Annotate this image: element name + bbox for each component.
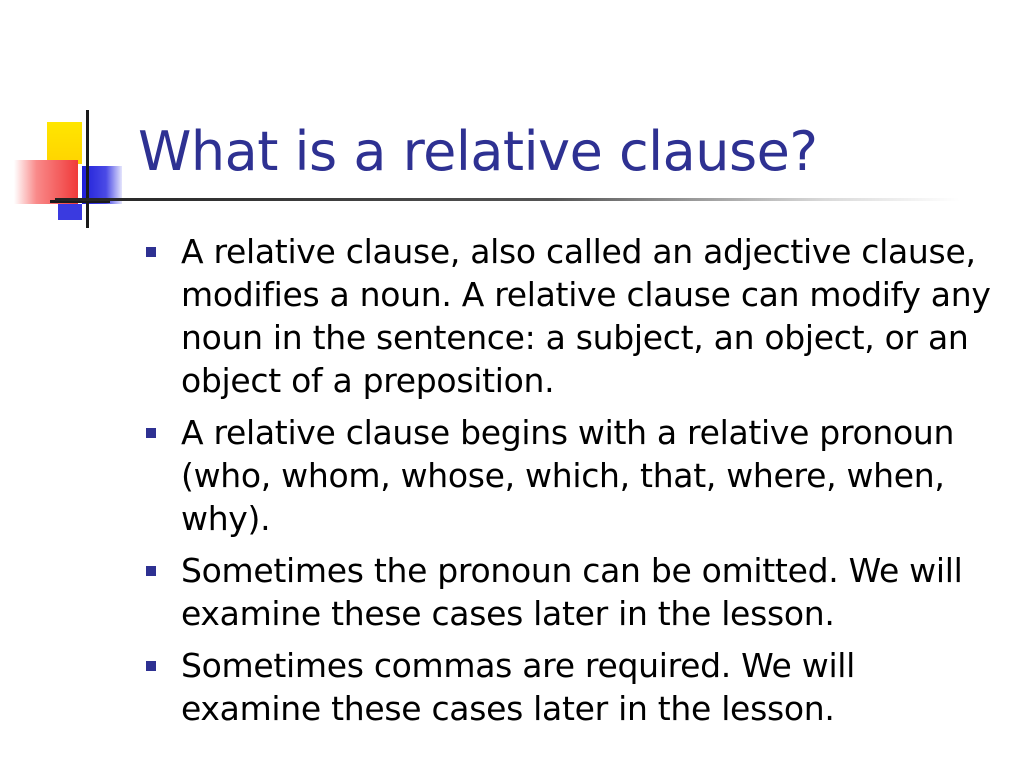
bullet-list	[146, 230, 996, 739]
bullet-text: Sometimes commas are required. We will examine these cases later in the lesson.	[181, 646, 856, 728]
vertical-line-decoration	[86, 110, 89, 228]
bullet-item	[146, 549, 996, 635]
bullet-text: Sometimes the pronoun can be omitted. We will examine these cases later in the lesson.	[181, 551, 963, 633]
square-bullet-icon	[146, 661, 156, 671]
bullet-item	[146, 230, 996, 402]
blue-square-small-decoration	[58, 204, 82, 220]
decorative-emblem	[0, 100, 150, 240]
bullet-text: A relative clause begins with a relative pronoun (who, whom, whose, which, that, where, when, why).	[181, 413, 955, 538]
square-bullet-icon	[146, 428, 156, 438]
square-bullet-icon	[146, 566, 156, 576]
square-bullet-icon	[146, 247, 156, 257]
bullet-item	[146, 644, 996, 730]
bullet-item	[146, 411, 996, 540]
bullet-text: A relative clause, also called an adjective clause, modifies a noun. A relative clause can modify any noun in the sentence: a subject, an object, or an object of a preposition.	[181, 232, 991, 400]
yellow-square-decoration	[47, 122, 82, 164]
title-underline	[55, 198, 960, 201]
slide-title: What is a relative clause?	[138, 120, 818, 183]
